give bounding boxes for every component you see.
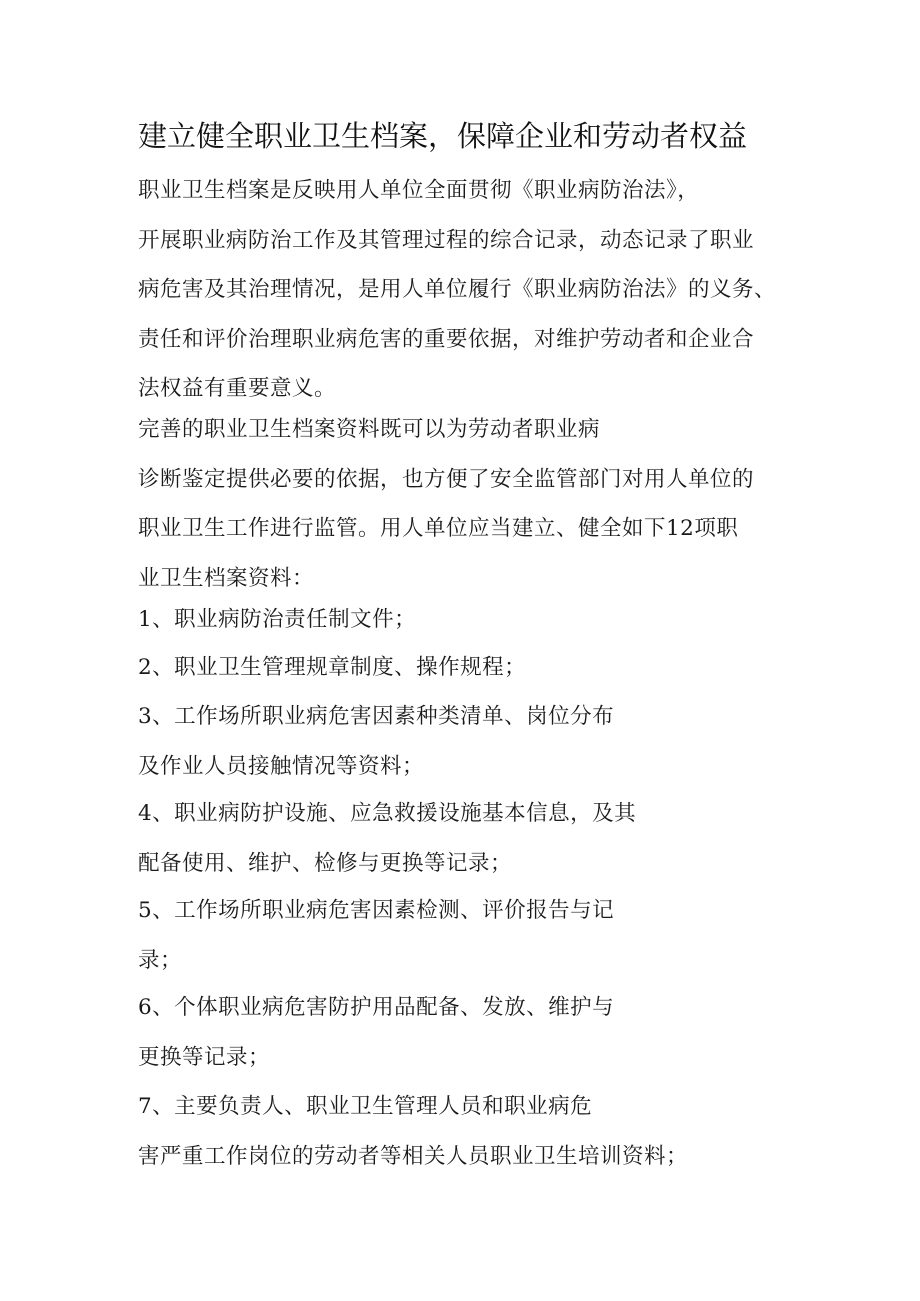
list-item: 2、职业卫生管理规章制度、操作规程； — [138, 655, 527, 680]
list-item: 1、职业病防治责任制文件； — [138, 607, 417, 632]
requirement-paragraph: 完善的职业卫生档案资料既可以为劳动者职业病 诊断鉴定提供必要的依据，也方便了安全监管部门对用人单位的 职业卫生工作进行监管。用人单位应当建立、健全如下12项职 业卫生档案资料： — [138, 417, 755, 591]
list-item: 7、主要负责人、职业卫生管理人员和职业病危 害严重工作岗位的劳动者等相关人员职业卫生培训资料； — [138, 1094, 689, 1169]
list-item: 3、工作场所职业病危害因素种类清单、岗位分布 及作业人员接触情况等资料； — [138, 704, 615, 779]
list-item: 6、个体职业病危害防护用品配备、发放、维护与 更换等记录； — [138, 995, 615, 1070]
intro-paragraph: 职业卫生档案是反映用人单位全面贯彻《职业病防治法》， 开展职业病防治工作及其管理过程的综合记录，动态记录了职业 病危害及其治理情况，是用人单位履行《职业病防治法》的义务、 责任和评价治理职业病危害的重要依据，对维护劳动者和企业合 法权益有重要意义。 — [138, 178, 777, 402]
list-item: 5、工作场所职业病危害因素检测、评价报告与记 录； — [138, 898, 615, 973]
document-title: 建立健全职业卫生档案，保障企业和劳动者权益 — [138, 119, 748, 153]
list-item: 4、职业病防护设施、应急救援设施基本信息，及其 配备使用、维护、检修与更换等记录； — [138, 801, 637, 876]
